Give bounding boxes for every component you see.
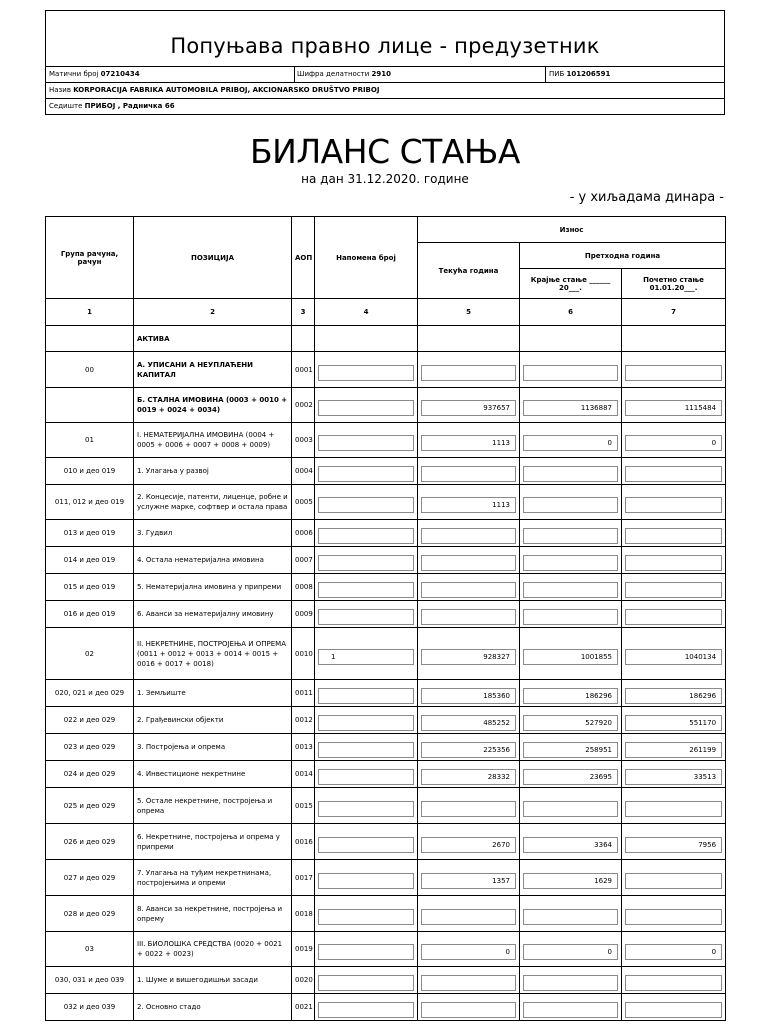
col-header-position: ПОЗИЦИЈА [134, 217, 292, 299]
prev-end-input[interactable] [523, 528, 618, 544]
prev-start-input[interactable] [625, 466, 722, 482]
row-aop: 0011 [292, 680, 315, 707]
current-year-input[interactable]: 225356 [421, 742, 516, 758]
prev-start-input[interactable] [625, 528, 722, 544]
document-subtitle: на дан 31.12.2020. године [301, 172, 469, 186]
table-row [46, 761, 726, 788]
prev-end-input[interactable] [523, 497, 618, 513]
prev-start-input[interactable] [625, 582, 722, 598]
current-year-input[interactable]: 937657 [421, 400, 516, 416]
row-position: II. НЕКРЕТНИНЕ, ПОСТРОЈЕЊА И ОПРЕМА (0011 + 0012 + 0013 + 0014 + 0015 + 0016 + 0017 + 0018) [134, 628, 292, 680]
prev-end-input[interactable]: 1136887 [523, 400, 618, 416]
row-group: 022 и део 029 [46, 707, 134, 734]
section-label-aktiva: АКТИВА [134, 326, 292, 352]
prev-end-input[interactable]: 258951 [523, 742, 618, 758]
note-input[interactable] [318, 466, 414, 482]
table-row [46, 601, 726, 628]
current-year-input[interactable] [421, 466, 516, 482]
row-position: I. НЕМАТЕРИЈАЛНА ИМОВИНА (0004 + 0005 + 0006 + 0007 + 0008 + 0009) [134, 423, 292, 458]
table-row [46, 680, 726, 707]
naziv-label: Назив [49, 86, 71, 94]
current-year-input[interactable] [421, 365, 516, 381]
note-input[interactable] [318, 555, 414, 571]
row-position: 4. Остала нематеријална имовина [134, 547, 292, 574]
current-year-input[interactable] [421, 1002, 516, 1018]
row-group: 013 и део 019 [46, 520, 134, 547]
prev-end-input[interactable] [523, 582, 618, 598]
current-year-input[interactable]: 2670 [421, 837, 516, 853]
prev-start-input[interactable]: 7956 [625, 837, 722, 853]
current-year-input[interactable]: 185360 [421, 688, 516, 704]
header-name-row [46, 83, 724, 99]
balance-sheet-table [45, 216, 726, 1021]
col-header-amount: Износ [418, 217, 726, 243]
prev-end-input[interactable] [523, 909, 618, 925]
col-header-group: Група рачуна, рачун [46, 217, 134, 299]
row-position: III. БИОЛОШКА СРЕДСТВА (0020 + 0021 + 0022 + 0023) [134, 932, 292, 967]
note-input[interactable] [318, 582, 414, 598]
prev-start-input[interactable] [625, 365, 722, 381]
prev-end-input[interactable]: 1001855 [523, 649, 618, 665]
row-aop: 0005 [292, 485, 315, 520]
row-aop: 0009 [292, 601, 315, 628]
note-input[interactable] [318, 497, 414, 513]
row-aop: 0002 [292, 388, 315, 423]
row-group: 00 [46, 352, 134, 388]
note-input[interactable] [318, 609, 414, 625]
sifra-label: Шифра делатности [297, 70, 370, 78]
table-row [46, 967, 726, 994]
row-group: 024 и део 029 [46, 761, 134, 788]
note-input[interactable] [318, 435, 414, 451]
row-group: 026 и део 029 [46, 824, 134, 860]
prev-end-input[interactable]: 527920 [523, 715, 618, 731]
prev-end-input[interactable]: 0 [523, 435, 618, 451]
row-aop: 0004 [292, 458, 315, 485]
note-input[interactable] [318, 365, 414, 381]
prev-end-input[interactable] [523, 801, 618, 817]
row-position: 5. Нематеријална имовина у припреми [134, 574, 292, 601]
note-input[interactable] [318, 742, 414, 758]
prev-start-input[interactable]: 0 [625, 435, 722, 451]
note-input[interactable] [318, 688, 414, 704]
sifra-value: 2910 [371, 70, 392, 78]
units-label: - у хиљадама динара - [569, 190, 724, 205]
prev-end-input[interactable]: 0 [523, 944, 618, 960]
row-aop: 0015 [292, 788, 315, 824]
row-position: 2. Концесије, патенти, лиценце, робне и услужне марке, софтвер и остала права [134, 485, 292, 520]
row-position: А. УПИСАНИ А НЕУПЛАЋЕНИ КАПИТАЛ [134, 352, 292, 388]
pib-label: ПИБ [549, 70, 565, 78]
row-group: 027 и део 029 [46, 860, 134, 896]
prev-start-input[interactable] [625, 555, 722, 571]
document-title: БИЛАНС СТАЊА [250, 132, 520, 171]
prev-start-input[interactable] [625, 909, 722, 925]
row-aop: 0020 [292, 967, 315, 994]
col-number-7: 7 [622, 299, 726, 326]
note-input[interactable] [318, 837, 414, 853]
prev-end-input[interactable] [523, 555, 618, 571]
table-row [46, 520, 726, 547]
col-number-1: 1 [46, 299, 134, 326]
row-position: 1. Улагања у развој [134, 458, 292, 485]
note-input[interactable] [318, 1002, 414, 1018]
note-input[interactable] [318, 801, 414, 817]
table-row [46, 485, 726, 520]
row-position: 2. Грађевински објекти [134, 707, 292, 734]
row-group: 010 и део 019 [46, 458, 134, 485]
pib-value: 101206591 [566, 70, 611, 78]
row-group: 032 и део 039 [46, 994, 134, 1021]
table-row [46, 574, 726, 601]
col-number-4: 4 [315, 299, 418, 326]
prev-start-input[interactable]: 261199 [625, 742, 722, 758]
prev-end-input[interactable]: 23695 [523, 769, 618, 785]
table-row [46, 824, 726, 860]
col-header-previous: Претходна година [520, 243, 726, 269]
row-aop: 0017 [292, 860, 315, 896]
table-row [46, 352, 726, 388]
row-position: 4. Инвестиционе некретнине [134, 761, 292, 788]
current-year-input[interactable] [421, 528, 516, 544]
col-header-prev-start: Почетно стање 01.01.20___. [622, 269, 726, 299]
current-year-input[interactable] [421, 582, 516, 598]
note-input[interactable] [318, 975, 414, 991]
header-ids-row [46, 67, 724, 83]
row-aop: 0012 [292, 707, 315, 734]
sediste-value: ПРИБОЈ , Радничка 66 [84, 102, 175, 110]
table-row [46, 860, 726, 896]
row-aop: 0008 [292, 574, 315, 601]
current-year-input[interactable]: 485252 [421, 715, 516, 731]
row-position: 5. Остале некретнине, постројења и опрема [134, 788, 292, 824]
prev-end-input[interactable] [523, 466, 618, 482]
col-header-note: Напомена број [315, 217, 418, 299]
prev-start-input[interactable] [625, 497, 722, 513]
current-year-input[interactable] [421, 801, 516, 817]
table-row [46, 388, 726, 423]
current-year-input[interactable]: 0 [421, 944, 516, 960]
prev-start-input[interactable] [625, 975, 722, 991]
prev-end-input[interactable] [523, 975, 618, 991]
row-aop: 0003 [292, 423, 315, 458]
prev-start-input[interactable]: 1115484 [625, 400, 722, 416]
table-row [46, 458, 726, 485]
row-position: 3. Гудвил [134, 520, 292, 547]
table-row [46, 423, 726, 458]
table-row [46, 788, 726, 824]
sediste-label: Седиште [49, 102, 83, 110]
table-row [46, 734, 726, 761]
row-position: 1. Земљиште [134, 680, 292, 707]
row-aop: 0021 [292, 994, 315, 1021]
prev-start-input[interactable]: 186296 [625, 688, 722, 704]
col-header-current: Текућа година [418, 243, 520, 299]
row-group: 01 [46, 423, 134, 458]
maticni-label: Матични број [49, 70, 99, 78]
current-year-input[interactable]: 1357 [421, 873, 516, 889]
table-row [46, 707, 726, 734]
prev-end-input[interactable] [523, 609, 618, 625]
prev-start-input[interactable]: 1040134 [625, 649, 722, 665]
note-input[interactable]: 1 [318, 649, 414, 665]
table-row [46, 932, 726, 967]
row-group: 016 и део 019 [46, 601, 134, 628]
form-title: Попуњава правно лице - предузетник [46, 11, 724, 67]
row-aop: 0010 [292, 628, 315, 680]
note-input[interactable] [318, 909, 414, 925]
prev-end-input[interactable]: 1629 [523, 873, 618, 889]
row-position: 2. Основно стадо [134, 994, 292, 1021]
note-input[interactable] [318, 400, 414, 416]
prev-end-input[interactable]: 3364 [523, 837, 618, 853]
current-year-input[interactable]: 1113 [421, 435, 516, 451]
note-input[interactable] [318, 944, 414, 960]
current-year-input[interactable]: 928327 [421, 649, 516, 665]
row-position: 1. Шуме и вишегодишњи засади [134, 967, 292, 994]
prev-end-input[interactable] [523, 365, 618, 381]
col-header-aop: АОП [292, 217, 315, 299]
company-header [45, 10, 725, 115]
row-group: 014 и део 019 [46, 547, 134, 574]
current-year-input[interactable] [421, 555, 516, 571]
row-group [46, 388, 134, 423]
col-number-3: 3 [292, 299, 315, 326]
prev-start-input[interactable]: 33513 [625, 769, 722, 785]
row-position: 7. Улагања на туђим некретнинама, постројењима и опреми [134, 860, 292, 896]
col-number-5: 5 [418, 299, 520, 326]
current-year-input[interactable]: 28332 [421, 769, 516, 785]
current-year-input[interactable] [421, 909, 516, 925]
row-aop: 0013 [292, 734, 315, 761]
row-position: 6. Аванси за нематеријалну имовину [134, 601, 292, 628]
row-group: 015 и део 019 [46, 574, 134, 601]
row-aop: 0018 [292, 896, 315, 932]
row-group: 025 и део 029 [46, 788, 134, 824]
row-aop: 0014 [292, 761, 315, 788]
prev-end-input[interactable] [523, 1002, 618, 1018]
row-group: 023 и део 029 [46, 734, 134, 761]
row-aop: 0006 [292, 520, 315, 547]
prev-start-input[interactable] [625, 873, 722, 889]
prev-start-input[interactable] [625, 1002, 722, 1018]
note-input[interactable] [318, 715, 414, 731]
table-row [46, 994, 726, 1021]
row-group: 011, 012 и део 019 [46, 485, 134, 520]
row-group: 030, 031 и део 039 [46, 967, 134, 994]
col-header-prev-end: Крајње стање ______ 20___. [520, 269, 622, 299]
row-position: 6. Некретнине, постројења и опрема у припреми [134, 824, 292, 860]
prev-start-input[interactable]: 551170 [625, 715, 722, 731]
note-input[interactable] [318, 528, 414, 544]
row-group: 028 и део 029 [46, 896, 134, 932]
row-group: 03 [46, 932, 134, 967]
prev-start-input[interactable] [625, 609, 722, 625]
row-position: Б. СТАЛНА ИМОВИНА (0003 + 0010 + 0019 + 0024 + 0034) [134, 388, 292, 423]
table-row [46, 896, 726, 932]
row-position: 8. Аванси за некретнине, постројења и опрему [134, 896, 292, 932]
table-row [46, 547, 726, 574]
header-seat-row [46, 99, 724, 114]
note-input[interactable] [318, 769, 414, 785]
row-aop: 0007 [292, 547, 315, 574]
row-aop: 0016 [292, 824, 315, 860]
prev-start-input[interactable] [625, 801, 722, 817]
maticni-value: 07210434 [100, 70, 140, 78]
row-aop: 0001 [292, 352, 315, 388]
current-year-input[interactable] [421, 609, 516, 625]
table-row [46, 628, 726, 680]
current-year-input[interactable] [421, 975, 516, 991]
current-year-input[interactable]: 1113 [421, 497, 516, 513]
prev-end-input[interactable]: 186296 [523, 688, 618, 704]
col-number-2: 2 [134, 299, 292, 326]
prev-start-input[interactable]: 0 [625, 944, 722, 960]
row-group: 020, 021 и део 029 [46, 680, 134, 707]
note-input[interactable] [318, 873, 414, 889]
col-number-6: 6 [520, 299, 622, 326]
row-position: 3. Постројења и опрема [134, 734, 292, 761]
naziv-value: KORPORACIJA FABRIKA AUTOMOBILA PRIBOJ, AKCIONARSKO DRUŠTVO PRIBOJ [73, 86, 380, 94]
row-group: 02 [46, 628, 134, 680]
row-aop: 0019 [292, 932, 315, 967]
